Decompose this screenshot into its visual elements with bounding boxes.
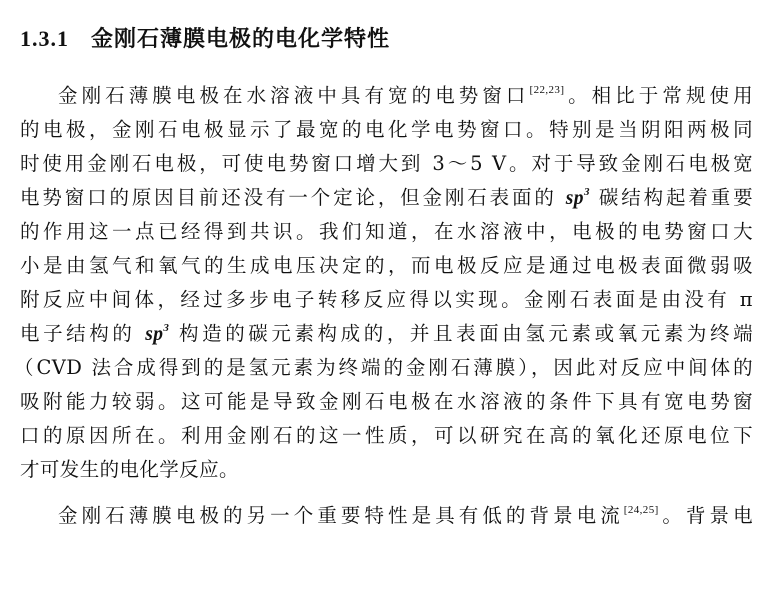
paragraph-line: 吸附能力较弱。这可能是导致金刚石电极在水溶液的条件下具有宽电势窗 <box>20 390 753 413</box>
paragraph-line: 的电极，金刚石电极显示了最宽的电化学电势窗口。特别是当阴阳两极同 <box>20 118 753 141</box>
paragraph-line: 电势窗口的原因目前还没有一个定论，但金刚石表面的 $sp^3$ 碳结构起着重要 <box>20 186 753 209</box>
paragraph-line: 小是由氢气和氧气的生成电压决定的，而电极反应是通过电极表面微弱吸 <box>20 254 753 277</box>
paragraph-line: 金刚石薄膜电极在水溶液中具有宽的电势窗口[22,23]。相比于常规使用 <box>58 84 753 107</box>
paragraph-line: 时使用金刚石电极，可使电势窗口增大到 3～5 V。对于导致金刚石电极宽 <box>20 152 753 175</box>
paragraph-line: 金刚石薄膜电极的另一个重要特性是具有低的背景电流[24,25]。背景电 <box>58 504 753 527</box>
section-number: 1.3.1 <box>20 26 69 51</box>
section-heading <box>20 22 390 53</box>
paragraph-line: 附反应中间体，经过多步电子转移反应得以实现。金刚石表面是由没有 π <box>20 288 753 311</box>
sp3-term: $sp^3$ <box>565 186 590 209</box>
citation: [22,23] <box>529 84 565 96</box>
sp3-term: $sp^3$ <box>145 322 170 345</box>
section-title: 金刚石薄膜电极的电化学特性 <box>91 27 391 52</box>
paragraph-line: 的作用这一点已经得到共识。我们知道，在水溶液中，电极的电势窗口大 <box>20 220 753 243</box>
citation: [24,25] <box>623 504 659 516</box>
paragraph-line: （CVD 法合成得到的是氢元素为终端的金刚石薄膜），因此对反应中间体的 <box>14 356 753 379</box>
paragraph-line: 才可发生的电化学反应。 <box>20 458 239 481</box>
paragraph-line: 口的原因所在。利用金刚石的这一性质，可以研究在高的氧化还原电位下 <box>20 424 753 447</box>
paragraph-line: 电子结构的 $sp^3$ 构造的碳元素构成的，并且表面由氢元素或氧元素为终端 <box>20 322 753 345</box>
